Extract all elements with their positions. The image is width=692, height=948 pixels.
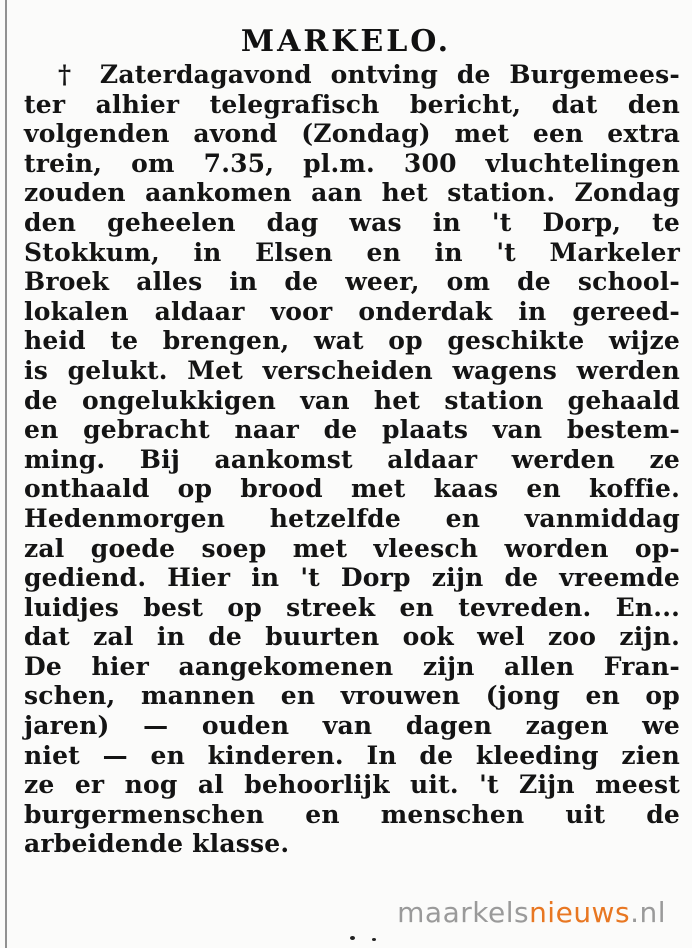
article-line: jaren) — ouden van dagen zagen we <box>24 711 680 741</box>
article-line: en gebracht naar de plaats van bestem- <box>24 415 680 445</box>
article-line: niet — en kinderen. In de kleeding zien <box>24 740 680 770</box>
article-line: heid te brengen, wat op geschikte wijze <box>24 326 680 356</box>
article-line: zouden aankomen aan het station. Zondag <box>24 178 680 208</box>
article-line: burgermenschen en menschen uit de <box>24 799 680 829</box>
article-body <box>24 60 680 859</box>
article-line: volgenden avond (Zondag) met een extra <box>24 119 680 149</box>
watermark-text-part: .nl <box>630 896 666 929</box>
ink-speck <box>350 936 355 940</box>
article-line: schen, mannen en vrouwen (jong en op <box>24 681 680 711</box>
column-divider <box>5 0 7 948</box>
article-line: Hedenmorgen hetzelfde en vanmiddag <box>24 503 680 533</box>
article-line: zal goede soep met vleesch worden op- <box>24 533 680 563</box>
article-line: onthaald op brood met kaas en koffie. <box>24 474 680 504</box>
article-line: Stokkum, in Elsen en in 't Markeler <box>24 237 680 267</box>
site-watermark <box>397 896 666 929</box>
article-line: den geheelen dag was in 't Dorp, te <box>24 207 680 237</box>
article-line: De hier aangekomenen zijn allen Fran- <box>24 651 680 681</box>
article-line: ter alhier telegrafisch bericht, dat den <box>24 89 680 119</box>
article-line: gediend. Hier in 't Dorp zijn de vreemde <box>24 563 680 593</box>
article-line: de ongelukkigen van het station gehaald <box>24 385 680 415</box>
article-line: arbeidende klasse. <box>24 829 290 859</box>
article-line: dat zal in de buurten ook wel zoo zijn. <box>24 622 680 652</box>
watermark-accent-text: nieuws <box>529 896 631 929</box>
article-line: ze er nog al behoorlijk uit. 't Zijn meest <box>24 770 680 800</box>
watermark-text-part: maarkels <box>397 896 530 929</box>
ink-speck <box>372 938 376 941</box>
article-line: luidjes best op streek en tevreden. En... <box>24 592 680 622</box>
article-line: ming. Bij aankomst aldaar werden ze <box>24 444 680 474</box>
article-line: trein, om 7.35, pl.m. 300 vluchtelingen <box>24 148 680 178</box>
article-line: is gelukt. Met verscheiden wagens werden <box>24 355 680 385</box>
article-line: † Zaterdagavond ontving de Burgemees- <box>58 60 680 89</box>
article-line: Broek alles in de weer, om de school- <box>24 267 680 297</box>
article-line: lokalen aldaar voor onderdak in gereed- <box>24 296 680 326</box>
article-heading: MARKELO. <box>240 24 452 59</box>
